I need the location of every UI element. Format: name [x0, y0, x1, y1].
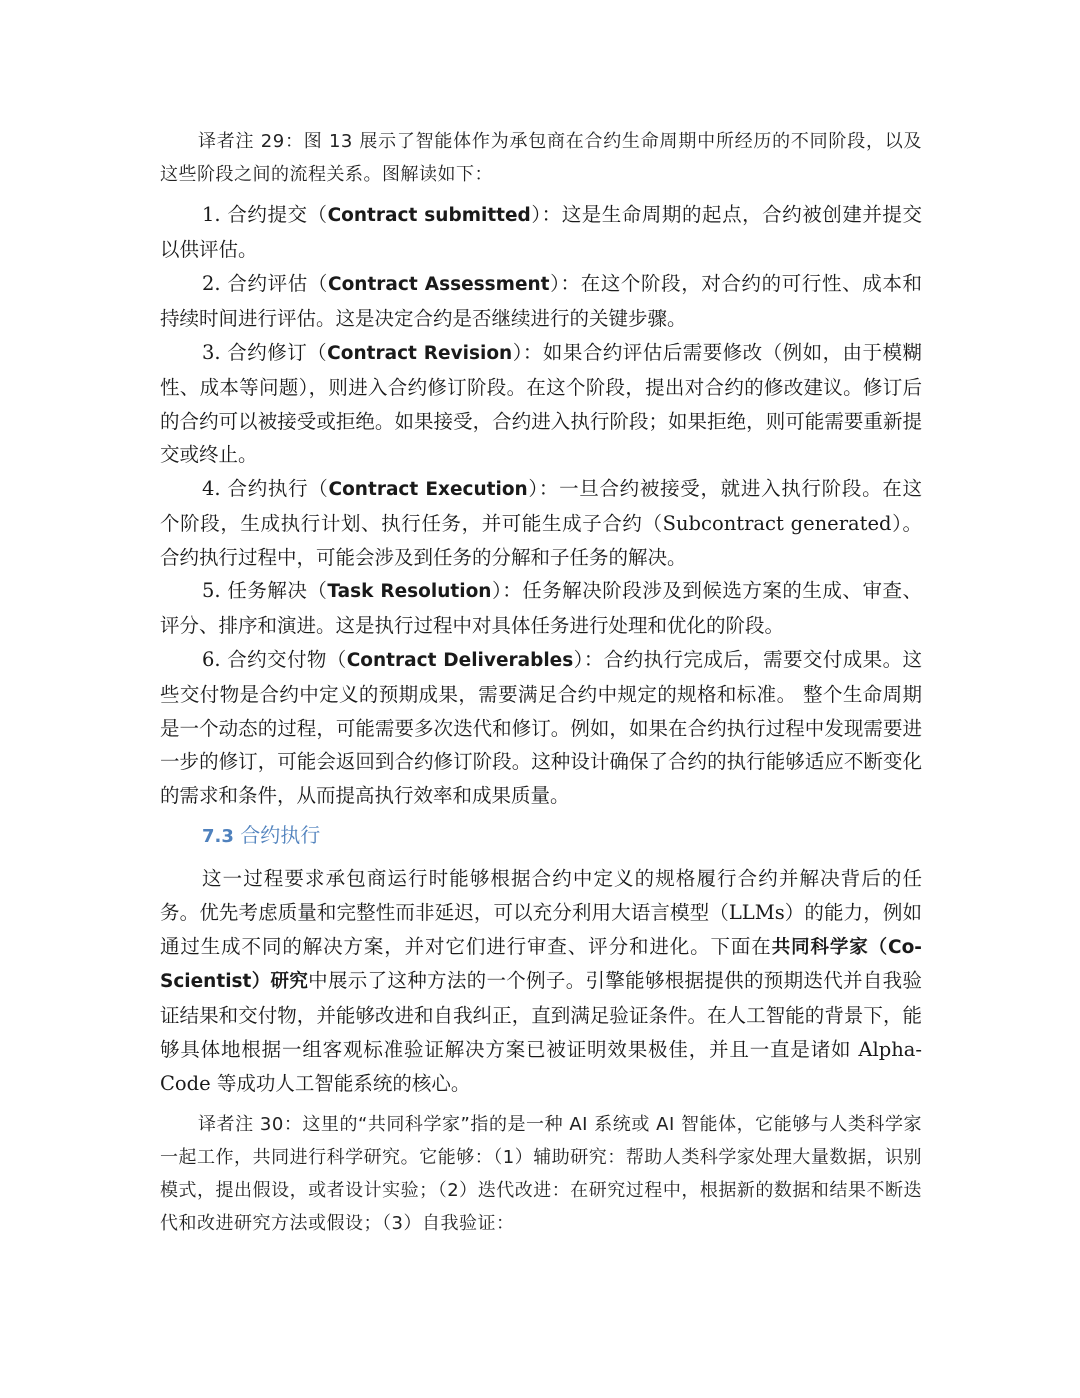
item-term: Contract Execution — [328, 479, 528, 500]
item-number: 2. 合约评估（ — [202, 272, 328, 295]
item-close: ）： — [527, 477, 560, 500]
item-number: 1. 合约提交（ — [202, 203, 328, 226]
item-term: Contract Assessment — [328, 274, 550, 295]
item-number: 6. 合约交付物（ — [202, 648, 347, 671]
translator-note-30: 译者注 30：这里的“共同科学家”指的是一种 AI 系统或 AI 智能体，它能够与人类科学家一起工作，共同进行科学研究。它能够：（1）辅助研究：帮助人类科学家处理大量数据，识别模式，提出假设，或者设计实验；（2）迭代改进：在研究过程中，根据新的数据和结果不断迭代和改进研究方法或假设；（3）自我验证： — [160, 1114, 922, 1234]
item-term: Contract Deliverables — [346, 650, 574, 671]
item-term: Contract Revision — [327, 343, 513, 364]
list-item-contract-revision — [160, 336, 922, 472]
co-scientist-term: 共同科学家（Co-Scientist）研究 — [160, 936, 922, 993]
body-paragraph — [160, 862, 922, 1101]
item-close: ）： — [549, 272, 581, 295]
translator-note-29: 译者注 29：图 13 展示了智能体作为承包商在合约生命周期中所经历的不同阶段，以及这些阶段之间的流程关系。图解读如下： — [160, 131, 922, 185]
item-term: Contract submitted — [327, 205, 531, 226]
item-text: 如果合约评估后需要修改（例如，由于模糊性、成本等问题），则进入合约修订阶段。在这个阶段，提出对合约的修改建议。修订后的合约可以被接受或拒绝。如果接受，合约进入执行阶段；如果拒绝，则可能需要重新提交或终止。 — [160, 341, 922, 467]
section-heading — [202, 820, 320, 852]
item-term: Task Resolution — [327, 581, 492, 602]
list-item-contract-assessment — [160, 267, 922, 336]
item-text: 在这个阶段，对合约的可行性、成本和持续时间进行评估。这是决定合约是否继续进行的关键步骤。 — [160, 272, 922, 330]
section-title: 合约执行 — [240, 823, 321, 847]
item-close: ）： — [512, 341, 543, 364]
item-close: ）： — [573, 648, 604, 671]
item-text: 一旦合约被接受，就进入执行阶段。在这个阶段，生成执行计划、执行任务，并可能生成子合约（Subcontract generated）。合约执行过程中，可能会涉及到任务的分解和子任务的解决。 — [160, 477, 922, 569]
list-item-contract-execution — [160, 472, 922, 574]
item-text: 合约执行完成后，需要交付成果。这些交付物是合约中定义的预期成果，需要满足合约中规定的规格和标准。 整个生命周期是一个动态的过程，可能需要多次迭代和修订。例如，如果在合约执行过程中发现需要进一步的修订，可能会返回到合约修订阶段。这种设计确保了合约的执行能够适应不断变化的需求和条件，从而提高执行效率和成果质量。 — [160, 648, 922, 808]
item-close: ）： — [491, 579, 523, 602]
item-close: ）： — [530, 203, 562, 226]
item-number: 5. 任务解决（ — [202, 579, 328, 602]
item-text: 这是生命周期的起点，合约被创建并提交以供评估。 — [160, 203, 922, 261]
item-number: 3. 合约修订（ — [202, 341, 328, 364]
list-item-contract-submitted — [160, 198, 922, 267]
item-number: 4. 合约执行（ — [202, 477, 329, 500]
body-text-1: 这一过程要求承包商运行时能够根据合约中定义的规格履行合约并解决背后的任务。优先考虑质量和完整性而非延迟，可以充分利用大语言模型（LLMs）的能力，例如通过生成不同的解决方案，并对它们进行审查、评分和进化。下面在 — [160, 867, 922, 958]
section-number: 7.3 — [202, 826, 234, 847]
list-item-contract-deliverables — [160, 643, 922, 813]
body-text-2: 中展示了这种方法的一个例子。引擎能够根据提供的预期迭代并自我验证结果和交付物，并能够改进和自我纠正，直到满足验证条件。在人工智能的背景下，能够具体地根据一组客观标准验证解决方案已被证明效果极佳，并且一直是诸如 Alpha-Code 等成功人工智能系统的核心。 — [160, 969, 922, 1095]
item-text: 任务解决阶段涉及到候选方案的生成、审查、评分、排序和演进。这是执行过程中对具体任务进行处理和优化的阶段。 — [160, 579, 922, 637]
list-item-task-resolution — [160, 574, 922, 643]
